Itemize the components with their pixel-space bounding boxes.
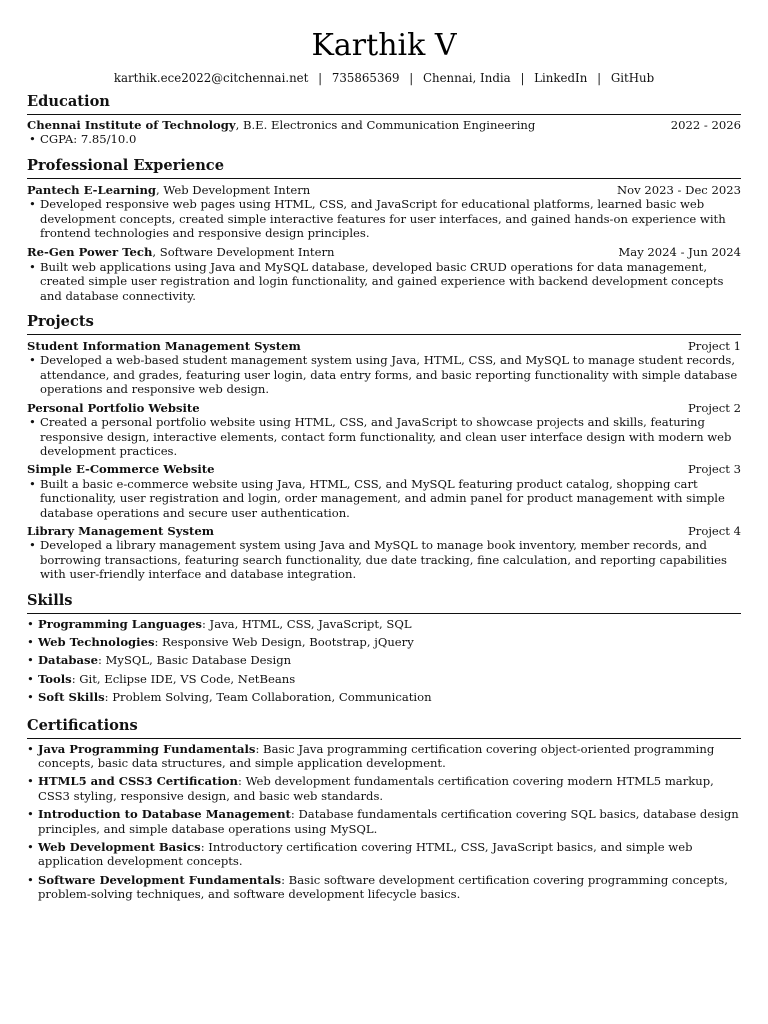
phone-number: 735865369 bbox=[331, 71, 400, 85]
education-section bbox=[27, 93, 741, 147]
project-bullet: • Developed a library management system using Java and MySQL to manage book inventory, member records, and borrowing transactions, featuring search functionality, due date tracking, fine calculation, and reporting capabilities with user-friendly interface and database integration. bbox=[27, 538, 741, 581]
job-role: , Web Development Intern bbox=[156, 182, 311, 197]
certification-item bbox=[27, 807, 741, 836]
project-entry bbox=[27, 462, 741, 520]
email-link[interactable]: karthik.ece2022@citchennai.net bbox=[113, 71, 309, 85]
skills-list bbox=[27, 617, 741, 705]
experience-row bbox=[27, 183, 741, 197]
project-row bbox=[27, 524, 741, 538]
certification-item bbox=[27, 840, 741, 869]
skill-value: : Problem Solving, Team Collaboration, Communication bbox=[104, 690, 432, 705]
github-link[interactable]: GitHub bbox=[610, 71, 655, 85]
experience-bullet: • Developed responsive web pages using HTML, CSS, and JavaScript for educational platforms, learned basic web development concepts, created simple interactive features for user interfaces, and gained hands-on experience with frontend technologies and responsive design principles. bbox=[27, 197, 741, 240]
certification-item bbox=[27, 742, 741, 771]
location: Chennai, India bbox=[422, 71, 511, 85]
contact-line bbox=[27, 71, 741, 85]
project-row bbox=[27, 401, 741, 415]
project-name: Library Management System bbox=[27, 523, 215, 538]
certification-label: Software Development Fundamentals bbox=[38, 872, 282, 887]
certification-label: Java Programming Fundamentals bbox=[38, 741, 256, 756]
experience-heading bbox=[27, 245, 334, 259]
experience-dates: Nov 2023 - Dec 2023 bbox=[617, 182, 741, 197]
skill-label: Web Technologies bbox=[38, 634, 155, 649]
project-bullet: • Built a basic e-commerce website using Java, HTML, CSS, and MySQL featuring product catalog, shopping cart functionality, user registration and login, order management, and admin panel for product management with simple database operations and secure user authentication. bbox=[27, 477, 741, 520]
skill-value: : Git, Eclipse IDE, VS Code, NetBeans bbox=[71, 671, 296, 686]
experience-entry bbox=[27, 183, 741, 241]
certification-item bbox=[27, 774, 741, 803]
skill-item bbox=[27, 690, 741, 704]
certification-value: : Basic software development certification covering programming concepts, problem-solving techniques, and software development lifecycle basics. bbox=[38, 872, 728, 902]
education-heading bbox=[27, 118, 535, 132]
skill-label: Tools bbox=[38, 671, 72, 686]
project-tag: Project 3 bbox=[688, 462, 741, 477]
skill-item bbox=[27, 635, 741, 649]
section-title-projects: Projects bbox=[27, 313, 741, 335]
company-name: Re-Gen Power Tech bbox=[27, 245, 153, 260]
experience-entry bbox=[27, 245, 741, 303]
project-tag: Project 2 bbox=[688, 400, 741, 415]
certification-label: HTML5 and CSS3 Certification bbox=[38, 774, 238, 789]
separator: | bbox=[520, 71, 525, 85]
certification-value: : Web development fundamentals certification covering modern HTML5 markup, CSS3 styling, responsive design, and basic web standards. bbox=[38, 774, 714, 803]
project-tag: Project 1 bbox=[688, 339, 741, 354]
section-title-experience: Professional Experience bbox=[27, 157, 741, 179]
certifications-list bbox=[27, 742, 741, 902]
skill-item bbox=[27, 617, 741, 631]
project-name: Simple E-Commerce Website bbox=[27, 462, 215, 477]
project-row bbox=[27, 339, 741, 353]
candidate-name: Karthik V bbox=[311, 28, 457, 63]
project-entry bbox=[27, 401, 741, 459]
skill-value: : Java, HTML, CSS, JavaScript, SQL bbox=[201, 616, 412, 631]
experience-heading bbox=[27, 183, 310, 197]
certification-value: : Introductory certification covering HTML, CSS, JavaScript basics, and simple web application development concepts. bbox=[38, 840, 693, 869]
project-name: Student Information Management System bbox=[27, 339, 301, 354]
company-name: Pantech E-Learning bbox=[27, 182, 156, 197]
education-row bbox=[27, 118, 741, 132]
skill-label: Database bbox=[38, 653, 98, 668]
section-title-certifications: Certifications bbox=[27, 717, 741, 739]
separator: | bbox=[318, 71, 323, 85]
project-entry bbox=[27, 524, 741, 582]
cgpa: • CGPA: 7.85/10.0 bbox=[27, 132, 741, 146]
experience-bullets bbox=[27, 260, 741, 303]
separator: | bbox=[409, 71, 414, 85]
section-title-education: Education bbox=[27, 93, 741, 115]
project-tag: Project 4 bbox=[688, 523, 741, 538]
experience-row bbox=[27, 245, 741, 259]
experience-dates: May 2024 - Jun 2024 bbox=[618, 245, 741, 260]
project-bullets bbox=[27, 477, 741, 520]
linkedin-link[interactable]: LinkedIn bbox=[534, 71, 588, 85]
certification-value: : Database fundamentals certification covering SQL basics, database design principles, and simple database operations using MySQL. bbox=[38, 807, 739, 836]
project-row bbox=[27, 462, 741, 476]
skill-value: : MySQL, Basic Database Design bbox=[97, 653, 292, 668]
experience-bullets bbox=[27, 197, 741, 240]
project-entry bbox=[27, 339, 741, 397]
skill-item bbox=[27, 672, 741, 686]
project-bullet: • Created a personal portfolio website using HTML, CSS, and JavaScript to showcase projects and skills, featuring responsive design, interactive elements, contact form functionality, and clean user interface design with modern web development practices. bbox=[27, 415, 741, 458]
certification-item bbox=[27, 873, 741, 902]
education-bullets bbox=[27, 132, 741, 146]
experience-section bbox=[27, 157, 741, 303]
project-bullet: • Developed a web-based student management system using Java, HTML, CSS, and MySQL to manage student records, attendance, and grades, featuring user login, data entry forms, and basic reporting functionality with simple database operations and responsive web design. bbox=[27, 353, 741, 396]
institution-name: Chennai Institute of Technology bbox=[27, 118, 236, 132]
degree: , B.E. Electronics and Communication Engineering bbox=[235, 118, 536, 132]
section-title-skills: Skills bbox=[27, 592, 741, 614]
projects-section bbox=[27, 313, 741, 582]
separator: | bbox=[597, 71, 602, 85]
skill-label: Programming Languages bbox=[38, 616, 202, 631]
certification-label: Web Development Basics bbox=[38, 840, 201, 855]
skill-value: : Responsive Web Design, Bootstrap, jQuery bbox=[154, 634, 414, 649]
project-bullets bbox=[27, 415, 741, 458]
education-dates: 2022 - 2026 bbox=[670, 118, 741, 132]
certification-label: Introduction to Database Management bbox=[38, 807, 291, 822]
skill-item bbox=[27, 653, 741, 667]
skills-section bbox=[27, 592, 741, 705]
certifications-section bbox=[27, 717, 741, 902]
project-bullets bbox=[27, 353, 741, 396]
skill-label: Soft Skills bbox=[38, 690, 105, 705]
certification-value: : Basic Java programming certification covering object-oriented programming concepts, basic data structures, and simple application development. bbox=[38, 741, 715, 770]
project-name: Personal Portfolio Website bbox=[27, 400, 200, 415]
project-bullets bbox=[27, 538, 741, 581]
job-role: , Software Development Intern bbox=[152, 245, 335, 260]
experience-bullet: • Built web applications using Java and MySQL database, developed basic CRUD operations for data management, created simple user registration and login functionality, and gained experience with backend development concepts and database connectivity. bbox=[27, 260, 741, 303]
